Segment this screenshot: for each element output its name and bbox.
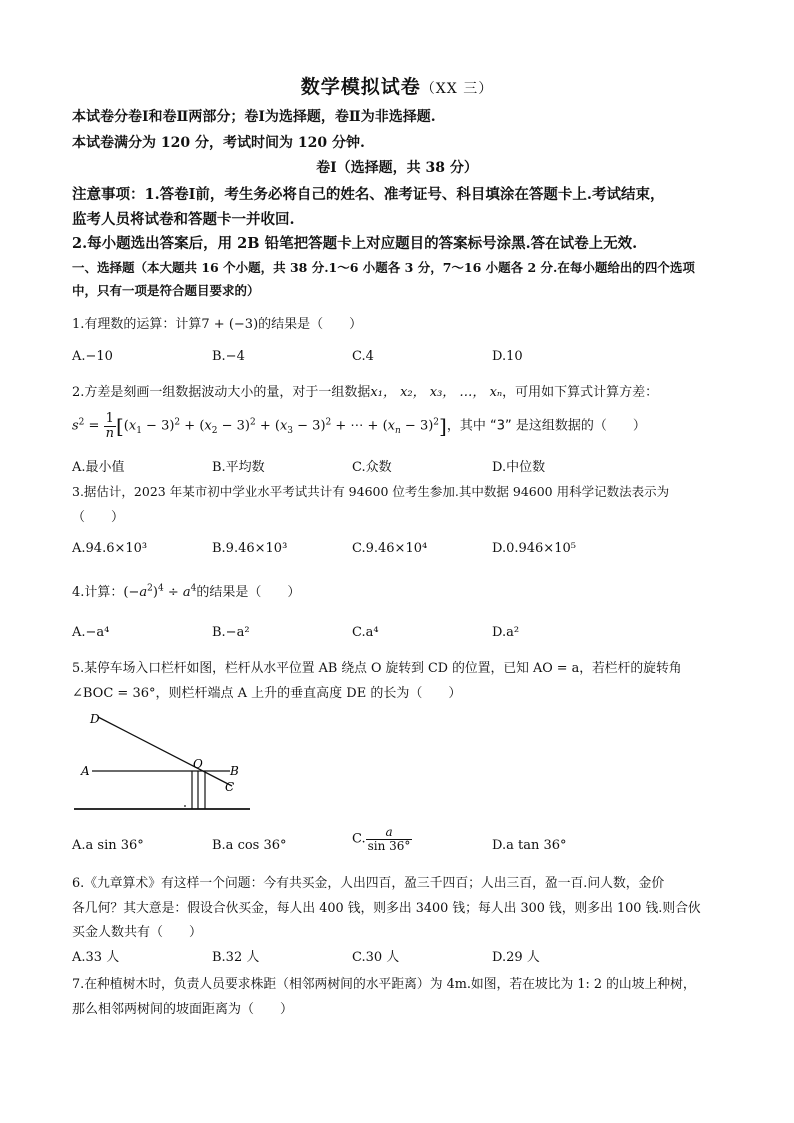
q1-expression: 7 + (−3) (201, 317, 259, 332)
q5-option-a: A.a sin 36° (72, 838, 144, 853)
question-7-line-2: 那么相邻两树间的坡面距离为（ ） (72, 1002, 294, 1017)
q2-option-d: D.中位数 (492, 460, 546, 475)
notice-line-1b: 监考人员将试卷和答题卡一并收回. (72, 211, 295, 228)
label-d: D (90, 712, 100, 726)
question-6-line-2: 各几何？其大意是：假设合伙买金，每人出 400 钱，则多出 3400 钱；每人出 300 钱，则多出 100 钱.则合伙 (72, 901, 701, 916)
q4-option-d: D.a² (492, 625, 520, 640)
q4-option-b: B.−a² (212, 625, 250, 640)
page-title (0, 72, 794, 99)
question-1-stem (72, 313, 362, 332)
q1-option-c: C.4 (352, 349, 374, 364)
q3-option-b: B.9.46×10³ (212, 541, 288, 556)
q6-option-a: A.33 人 (72, 950, 120, 965)
intro-line-2: 本试卷满分为 120 分，考试时间为 120 分钟. (72, 135, 365, 151)
q5-option-c-label: C. (352, 831, 366, 847)
q5-option-c (352, 826, 412, 852)
question-6-line-3: 买金人数共有（ ） (72, 925, 203, 940)
q4-expression: $(-a^2)^4 \div a^4$ (123, 583, 197, 600)
intro-line-1: 本试卷分卷Ⅰ和卷Ⅱ两部分；卷Ⅰ为选择题，卷Ⅱ为非选择题. (72, 109, 436, 125)
label-b: B (230, 764, 239, 778)
q3-option-c: C.9.46×10⁴ (352, 541, 428, 556)
q5-option-c-denominator: sin 36° (367, 838, 411, 853)
question-5-line-2: ∠BOC = 36°，则栏杆端点 A 上升的垂直高度 DE 的长为（ ） (72, 686, 462, 701)
q5-option-b: B.a cos 36° (212, 838, 287, 853)
q5-barrier-diagram (72, 708, 262, 820)
q2-option-b: B.平均数 (212, 460, 265, 475)
question-5-line-1: 5.某停车场入口栏杆如图，栏杆从水平位置 AB 绕点 O 旋转到 CD 的位置，已知 AO = a，若栏杆的旋转角 (72, 661, 682, 676)
title-text: 数学模拟试卷 (300, 76, 421, 98)
q2-option-a: A.最小值 (72, 460, 125, 475)
q1-text-b: 的结果是（ ） (258, 317, 363, 332)
part-title: 卷Ⅰ（选择题，共 38 分） (316, 160, 478, 176)
question-3-stem-b: （ ） (72, 510, 125, 525)
q6-option-d: D.29 人 (492, 950, 540, 965)
q1-option-d: D.10 (492, 349, 523, 364)
section-heading-b: 中，只有一项是符合题目要求的） (72, 283, 260, 298)
label-a: A (81, 764, 90, 778)
notice-line-2: 2.每小题选出答案后，用 2B 铅笔把答题卡上对应题目的答案标号涂黑.答在试卷上无效. (72, 235, 638, 252)
q6-option-c: C.30 人 (352, 950, 400, 965)
question-3-stem: 3.据估计，2023 年某市初中学业水平考试共计有 94600 位考生参加.其中数据 94600 用科学记数法表示为 (72, 484, 670, 499)
q4-text-b: 的结果是（ ） (196, 585, 301, 600)
q3-option-a: A.94.6×10³ (72, 541, 148, 556)
point-e-dot (184, 805, 186, 807)
label-o: O (193, 757, 203, 771)
question-2-stem (72, 381, 658, 400)
q1-option-a: A.−10 (72, 349, 113, 364)
question-7-line-1: 7.在种植树木时，负责人员要求株距（相邻两树间的水平距离）为 4m.如图，若在坡比为 1: 2 的山坡上种树， (72, 977, 696, 992)
q4-text-a: 4.计算： (72, 585, 124, 600)
section-heading: 一、选择题（本大题共 16 个小题，共 38 分.1～6 小题各 3 分，7～16 小题各 2 分.在每小题给出的四个选项 (72, 260, 695, 275)
q5-option-d: D.a tan 36° (492, 838, 567, 853)
q2-variance-formula: $s^2$ = $\frac{1}{n}$ [$(x_1 - 3)^2 + (x_2 - 3)^2 + (x_3 - 3)^2$ + ⋯ + $(x_n - 3)^2$]，其中 “3” 是这组数据的（ ） (72, 411, 646, 441)
q4-option-a: A.−a⁴ (72, 625, 110, 640)
q3-option-d: D.0.946×10⁵ (492, 541, 576, 556)
subtitle-text: （XX 三） (420, 81, 494, 97)
q2-formula-tail: ，其中 “3” 是这组数据的（ ） (446, 418, 646, 434)
question-4-stem (72, 581, 300, 600)
q6-option-b: B.32 人 (212, 950, 260, 965)
q2-text-b: ，可用如下算式计算方差： (502, 385, 659, 400)
q1-text-a: 1.有理数的运算：计算 (72, 317, 202, 332)
q5-option-c-numerator: a (366, 826, 413, 840)
label-c: C (225, 780, 235, 794)
barrier-line-cd (98, 717, 232, 786)
question-6-line-1: 6.《九章算术》有这样一个问题：今有共买金，人出四百，盈三千四百；人出三百，盈一百.问人数，金价 (72, 876, 665, 891)
q4-option-c: C.a⁴ (352, 625, 379, 640)
q1-option-b: B.−4 (212, 349, 245, 364)
notice-line-1: 注意事项：1.答卷Ⅰ前，考生务必将自己的姓名、准考证号、科目填涂在答题卡上.考试结束， (72, 186, 665, 203)
q2-text: 2.方差是刻画一组数据波动大小的量，对于一组数据 (72, 385, 371, 400)
q2-variables: x₁， x₂， x₃， …， xₙ (370, 385, 503, 400)
q2-option-c: C.众数 (352, 460, 392, 475)
